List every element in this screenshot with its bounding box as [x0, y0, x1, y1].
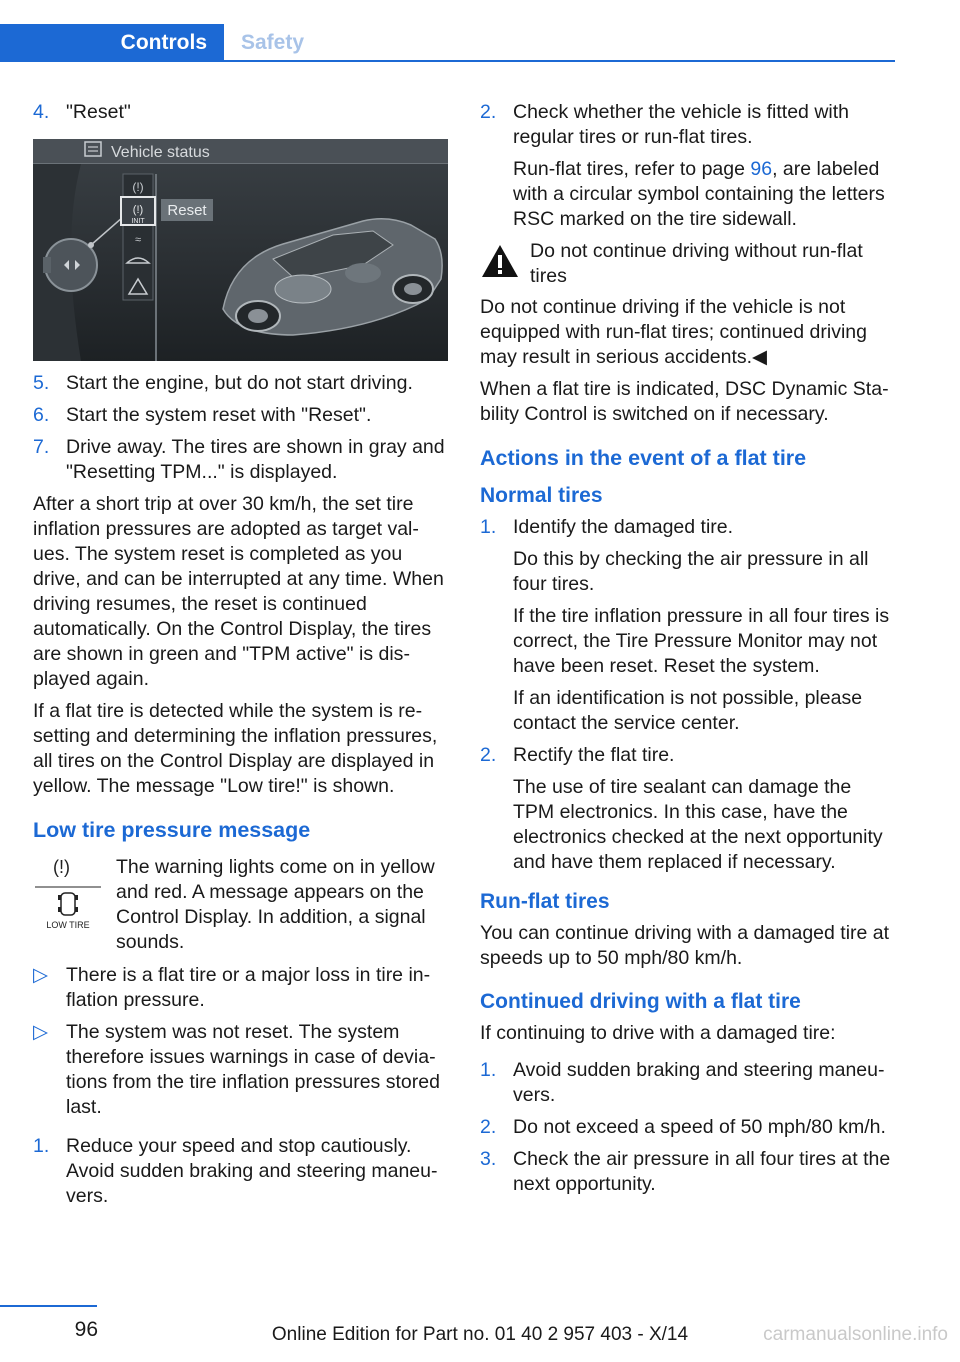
step-text: Identify the damaged tire.	[513, 516, 734, 538]
list-item	[480, 743, 895, 875]
low-tire-icon-label: LOW TIRE	[46, 920, 90, 930]
heading-continued-driving: Continued driving with a flat tire	[480, 990, 801, 1013]
svg-text:(!): (!)	[53, 857, 70, 877]
svg-text:(!): (!)	[132, 204, 144, 216]
step-number: 1.	[480, 1059, 497, 1081]
page-header	[0, 24, 895, 62]
continued-driving-paragraph: If continuing to drive with a damaged tire:	[480, 1022, 836, 1044]
warning-title: Do not continue driving without run-flat tires	[530, 240, 863, 287]
warning-triangle-icon	[480, 239, 530, 289]
step-number: 3.	[480, 1148, 497, 1170]
header-rule	[0, 60, 895, 62]
reset-label: Reset	[167, 202, 207, 219]
screen-title: Vehicle status	[111, 144, 210, 161]
warning-causes-list	[33, 963, 448, 1120]
vehicle-status-screen	[33, 139, 448, 361]
step-subtext: Run-flat tires, refer to page 96, are labeled with a circular symbol containing the letters RSC marked on the tire sidewall.	[513, 158, 885, 230]
footer-rule	[0, 1305, 97, 1307]
svg-text:≈: ≈	[134, 234, 142, 246]
continued-driving-steps	[480, 1058, 895, 1197]
tab-controls[interactable]: Controls	[0, 24, 224, 62]
list-item	[33, 1134, 448, 1209]
watermark: carmanualsonline.info	[763, 1324, 948, 1345]
left-column	[33, 100, 448, 1216]
run-flat-paragraph: You can continue driving with a damaged tire at speeds up to 50 mph/80 km/h.	[480, 922, 890, 969]
step-text: Start the engine, but do not start driving.	[66, 372, 413, 394]
heading-run-flat-tires: Run-flat tires	[480, 890, 610, 913]
step-number: 6.	[33, 404, 50, 426]
step-number: 5.	[33, 372, 50, 394]
step-text: "Reset"	[66, 101, 131, 123]
step-text: Reduce your speed and stop cautiously. Avoid sudden braking and steering maneuvers.	[66, 1135, 438, 1207]
step-number: 1.	[33, 1135, 50, 1157]
list-item	[33, 403, 448, 428]
bullet-triangle-icon: ▷	[33, 964, 48, 986]
step-number: 2.	[480, 1116, 497, 1138]
page-number: 96	[74, 1318, 98, 1341]
list-item	[33, 1020, 448, 1120]
step-number: 7.	[33, 436, 50, 458]
step-text: Drive away. The tires are shown in gray and "Resetting TPM..." is displayed.	[66, 436, 445, 483]
list-item	[480, 1147, 895, 1197]
low-tire-warning-icon	[33, 855, 116, 955]
step-number: 4.	[33, 101, 50, 123]
edition-note: Online Edition for Part no. 01 40 2 957 403 - X/14	[271, 1324, 689, 1345]
step-text: Avoid sudden braking and steering maneuvers.	[513, 1059, 885, 1106]
step-subtext: The use of tire sealant can damage the TPM electronics. In this case, have the electronics checked at the next opportunity and have them replaced if necessary.	[513, 776, 883, 873]
step-subtext: If the tire inflation pressure in all four tires is correct, the Tire Pressure Monitor may not have been reset. Reset the system.	[513, 605, 890, 677]
bullet-text: The system was not reset. The system therefore issues warnings in case of deviations from the tire inflation pressures stored last.	[66, 1021, 440, 1118]
list-item	[480, 100, 895, 232]
step-text: Rectify the flat tire.	[513, 744, 675, 766]
list-item	[480, 515, 895, 736]
step-number: 1.	[480, 516, 497, 538]
low-tire-message-block	[33, 855, 448, 955]
warning-notice	[480, 239, 895, 289]
dsc-paragraph: When a flat tire is indicated, DSC Dynamic Stability Control is switched on if necessary.	[480, 378, 889, 425]
bullet-text: There is a flat tire or a major loss in tire inflation pressure.	[66, 964, 431, 1011]
step-text: Check whether the vehicle is fitted with regular tires or run-flat tires.	[513, 101, 849, 148]
list-item	[33, 963, 448, 1013]
step-text: Do not exceed a speed of 50 mph/80 km/h.	[513, 1116, 886, 1138]
list-item	[33, 435, 448, 485]
right-column	[480, 100, 895, 1204]
flat-during-reset-paragraph: If a flat tire is detected while the system is resetting and determining the inflation pressures, all tires on the Control Display are displayed in yellow. The message "Low tire!" is shown.	[33, 700, 438, 797]
normal-tires-steps	[480, 515, 895, 875]
heading-low-tire-pressure: Low tire pressure message	[33, 818, 311, 842]
vehicle-status-illustration	[33, 139, 448, 361]
reset-steps-list	[33, 371, 448, 485]
warning-body: Do not continue driving if the vehicle is not equipped with run-flat tires; continued driving may result in serious accidents.◀	[480, 296, 867, 368]
list-item	[480, 1058, 895, 1108]
step-subtext: Do this by checking the air pressure in all four tires.	[513, 548, 869, 595]
tab-safety[interactable]: Safety	[241, 31, 305, 54]
step-subtext: If an identification is not possible, please contact the service center.	[513, 687, 863, 734]
heading-flat-tire-actions: Actions in the event of a flat tire	[480, 446, 807, 470]
bullet-triangle-icon: ▷	[33, 1021, 48, 1043]
init-label: INIT	[131, 218, 145, 225]
step-text: Start the system reset with "Reset".	[66, 404, 372, 426]
list-item	[480, 1115, 895, 1140]
list-item	[33, 100, 448, 125]
list-item	[33, 371, 448, 396]
low-tire-text: The warning lights come on in yellow and red. A message appears on the Control Display. In addition, a signal sounds.	[116, 856, 435, 953]
reset-paragraph: After a short trip at over 30 km/h, the set tire inflation pressures are adopted as target values. The system reset is completed as you drive, and can be interrupted at any time. When driving resumes, the reset is continued automatically. On the Control Display, the tires are shown in green and "TPM active" is displayed again.	[33, 493, 444, 690]
svg-text:(!): (!)	[132, 180, 144, 194]
step-text: Check the air pressure in all four tires at the next opportunity.	[513, 1148, 891, 1195]
page-link[interactable]: 96	[750, 158, 773, 180]
step-number: 2.	[480, 101, 497, 123]
heading-normal-tires: Normal tires	[480, 484, 603, 507]
step-number: 2.	[480, 744, 497, 766]
